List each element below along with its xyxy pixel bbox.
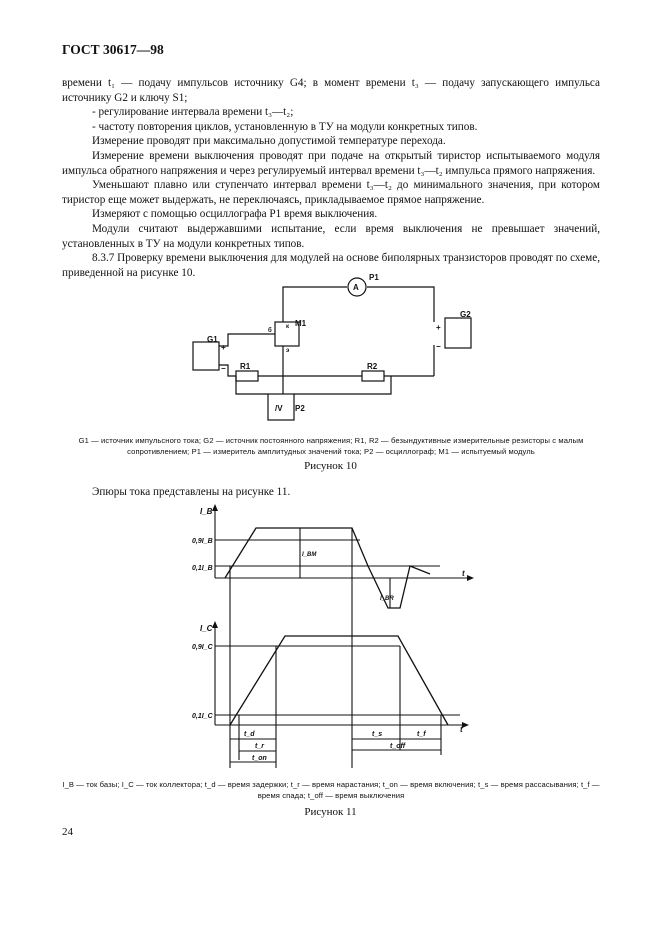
r1-label: R1: [240, 362, 251, 371]
p2-label: P2: [295, 404, 305, 413]
plus-g1: +: [221, 343, 226, 352]
ibm-label: I_BM: [302, 552, 317, 558]
ib-axis-label: I_B: [200, 507, 213, 516]
collector-label: к: [286, 324, 290, 330]
paragraph: 8.3.7 Проверку времени выключения для модулей на основе биполярных транзисторов проводят по схеме, приведенной на рисунке 10.: [62, 252, 601, 279]
tr-label: t_r: [255, 743, 264, 750]
emitter-label: э: [286, 348, 290, 354]
body-text: [62, 76, 600, 280]
minus-g2: −: [436, 342, 441, 351]
ib09-label: 0,9I_B: [192, 538, 213, 545]
figure11-caption: I_B — ток базы; I_C — ток коллектора; t_d — время задержки; t_r — время нарастания; t_on — время включения; t_s — время рассасывания; t_f — время спада; t_off — время выключения: [62, 780, 600, 800]
document-header: ГОСТ 30617—98: [62, 42, 164, 57]
osc-label: /V: [275, 404, 283, 413]
base-label: б: [268, 328, 272, 334]
paragraph: Уменьшают плавно или ступенчато интервал времени t₃—t₂ до минимального значения, при котором тиристор еще может выдержать, не переключаясь, прикладываемое прямое напряжение.: [62, 179, 600, 206]
paragraph: Измеряют с помощью осциллографа P1 время выключения.: [92, 208, 378, 221]
p1-label: P1: [369, 273, 379, 282]
tf-label: t_f: [417, 731, 426, 738]
ammeter-label: A: [353, 283, 359, 292]
paragraph: времени t₁ — подачу импульсов источнику G4; в момент времени t₃ — подачу запускающего импульса источнику G2 и ключу S1;: [62, 77, 600, 104]
ibr-label: I_BR: [380, 596, 394, 602]
t-axis-label-2: t: [460, 725, 463, 734]
m1-label: M1: [295, 319, 307, 328]
list-item: - частоту повторения циклов, установленную в ТУ на модули конкретных типов.: [92, 120, 478, 133]
paragraph: Эпюры тока представлены на рисунке 11.: [92, 486, 291, 498]
circuit-diagram: [180, 268, 480, 428]
figure11-title: Рисунок 11: [304, 806, 357, 818]
t-axis-label: t: [462, 569, 465, 578]
td-label: t_d: [244, 731, 255, 738]
paragraph: Измерение проводят при максимально допустимой температуре перехода.: [92, 135, 446, 148]
ic09-label: 0,9I_C: [192, 644, 213, 651]
ic-axis-label: I_C: [200, 624, 213, 633]
ib01-label: 0,1I_B: [192, 565, 213, 572]
ic01-label: 0,1I_C: [192, 713, 213, 720]
paragraph: Измерение времени выключения проводят при подаче на открытый тиристор испытываемого модуля импульса обратного напряжения и через регулируемый интервал времени t₃—t₂ импульса прямого напряжения.: [62, 149, 600, 177]
toff-label: t_off: [390, 743, 406, 750]
ton-label: t_on: [252, 755, 267, 762]
paragraph: Модули считают выдержавшими испытание, если время выключения не превышает значений, установленных в ТУ на модули конкретных типов.: [62, 222, 600, 250]
g1-label: G1: [207, 335, 218, 344]
page-number: 24: [62, 826, 73, 838]
waveform-diagram: [190, 500, 480, 770]
ts-label: t_s: [372, 731, 383, 738]
figure11-intro: [62, 485, 600, 500]
r2-label: R2: [367, 362, 378, 371]
g2-label: G2: [460, 310, 471, 319]
minus-g1: −: [221, 364, 226, 373]
figure10-caption: G1 — источник импульсного тока; G2 — источник постоянного напряжения; R1, R2 — безындуктивные измерительные резисторы с малым сопротивлением; P1 — измеритель амплитудных значений тока; P2 — осциллограф; M1 — испытуемый модуль: [78, 436, 584, 456]
list-item: - регулирование интервала времени t₃—t₂;: [92, 106, 294, 119]
figure10-title: Рисунок 10: [304, 460, 357, 472]
plus-g2: +: [436, 323, 441, 332]
